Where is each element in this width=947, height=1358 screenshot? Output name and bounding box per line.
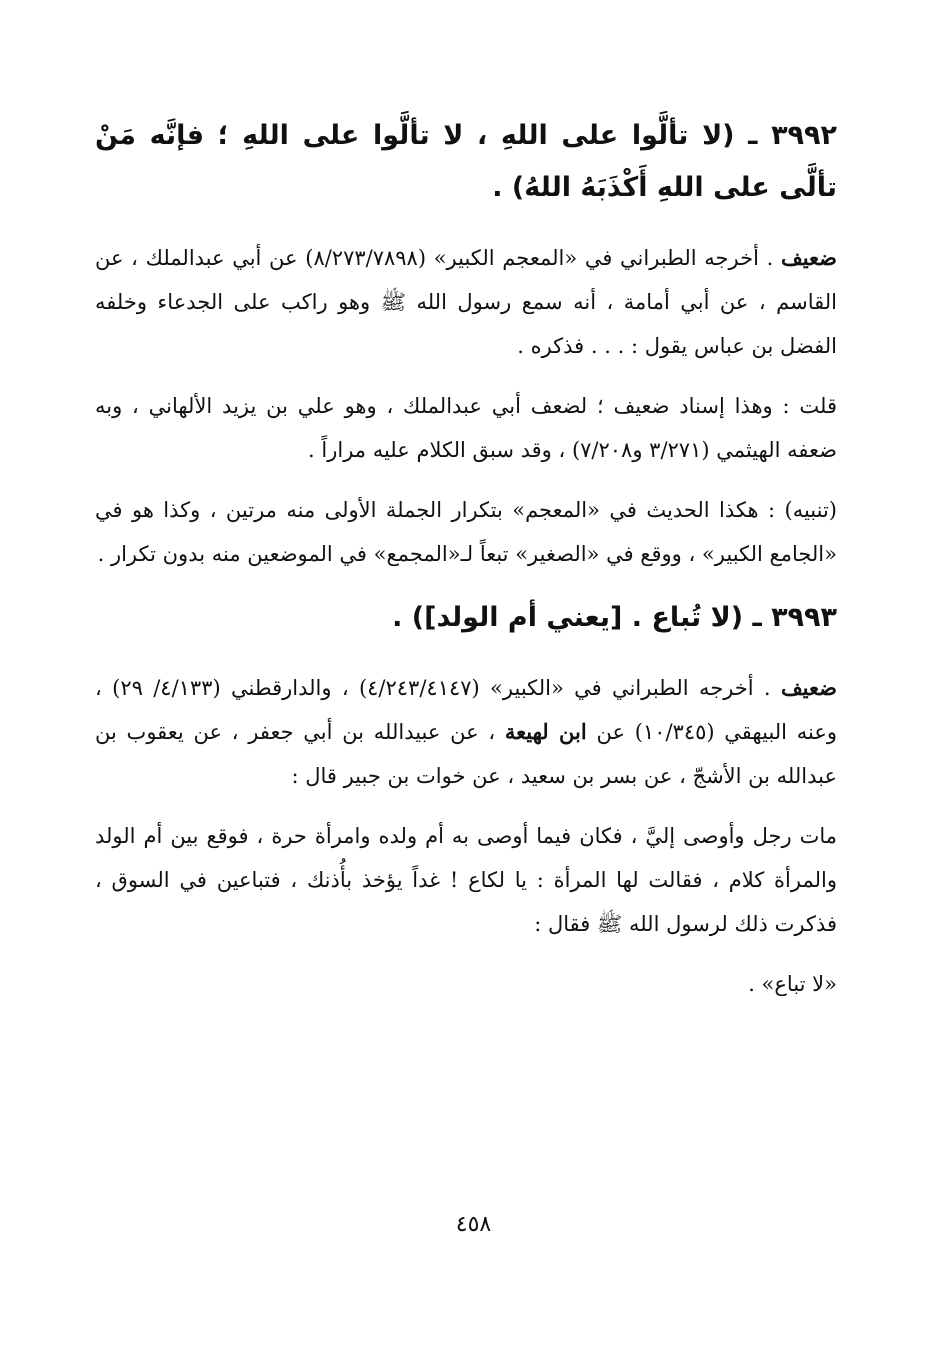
narrator-ibn-lahia: ابن لهيعة xyxy=(504,719,587,744)
page-number: ٤٥٨ xyxy=(455,1212,492,1237)
takhrij-3992-text: . أخرجه الطبراني في «المعجم الكبير» (٨/٢٧٣/٧٨٩٨) عن أبي عبدالملك ، عن القاسم ، عن أبي أمامة ، أنه سمع رسول الله ﷺ وهو راكب على الجدعاء وخلفه الفضل بن عباس يقول : . . . فذكره . xyxy=(95,246,837,358)
takhrij-3993 xyxy=(95,666,837,798)
page-content xyxy=(95,110,837,1018)
hadith-3992-text: ٣٩٩٢ ـ (لا تألَّوا على اللهِ ، لا تألَّوا على اللهِ ؛ فإنَّه مَنْ تألَّى على اللهِ أَكْذَبَهُ اللهُ) . xyxy=(95,120,837,203)
takhrij-3993-part-a: . أخرجه الطبراني في «الكبير» (٤/٢٤٣/٤١٤٧) ، والدارقطني (٤/١٣٣/ ٢٩) ، وعنه البيهقي (١٠/٣٤٥) عن xyxy=(95,676,838,744)
takhrij-3993-part-b: ، عن عبيدالله بن أبي جعفر ، عن يعقوب بن عبدالله بن الأشجّ ، عن بسر بن سعيد ، عن خوات بن جبير قال : xyxy=(95,720,837,788)
comment-3992: قلت : وهذا إسناد ضعيف ؛ لضعف أبي عبدالملك ، وهو علي بن يزيد الألهاني ، وبه ضعفه الهيثمي (٣/٢٧١ و٧/٢٠٨) ، وقد سبق الكلام عليه مراراً . xyxy=(95,394,837,462)
hadith-3993-text: ٣٩٩٣ ـ (لا تُباع . [يعني أم الولد]) . xyxy=(392,602,837,633)
note-3992: (تنبيه) : هكذا الحديث في «المعجم» بتكرار الجملة الأولى منه مرتين ، وكذا هو في «الجامع الكبير» ، ووقع في «الصغير» تبعاً لـ«المجمع» في الموضعين منه بدون تكرار . xyxy=(95,498,837,566)
story-3993: مات رجل وأوصى إليَّ ، فكان فيما أوصى به أم ولده وامرأة حرة ، فوقع بين أم الولد والمرأة كلام ، فقالت لها المرأة : يا لكاع ! غداً يؤخذ بأُذنك ، فتباعين في السوق ، فذكرت ذلك لرسول الله ﷺ فقال : xyxy=(95,824,837,936)
grade-label-3993: ضعيف xyxy=(780,675,837,700)
takhrij-3992 xyxy=(95,236,837,368)
answer-3993: «لا تباع» . xyxy=(748,972,837,996)
grade-label-3992: ضعيف xyxy=(780,245,837,270)
